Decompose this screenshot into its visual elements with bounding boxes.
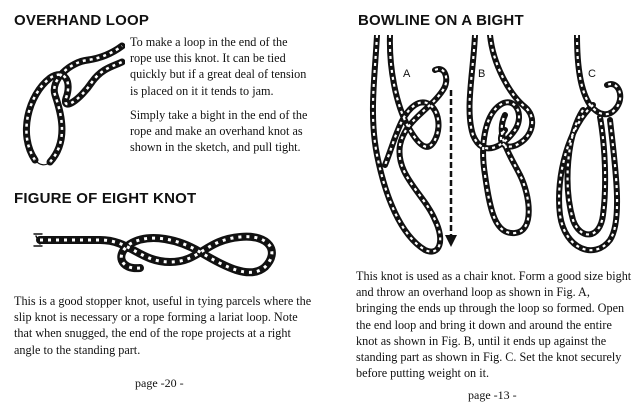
fig-b-knot bbox=[470, 35, 533, 233]
overhand-loop-illustration bbox=[10, 40, 125, 170]
left-page-number: page -20 - bbox=[135, 376, 184, 390]
figure-eight-heading: FIGURE OF EIGHT KNOT bbox=[14, 190, 197, 207]
overhand-loop-paragraph-1: To make a loop in the end of the rope use this knot. It can be tied quickly but if a great deal of tension is placed on it it tends to jam. bbox=[130, 35, 307, 98]
overhand-loop-paragraph-2: Simply take a bight in the end of the rope and make an overhand knot as shown in the sketch, and pull tight. bbox=[130, 108, 308, 155]
bowline-on-a-bight-paragraph: This knot is used as a chair knot. Form a good size bight and throw an overhand loop as shown in Fig. A, bringing the ends up through the loop so formed. Open the end loop and bring it down and around the entire knot as shown in Fig. B, until it ends up against the standing part as shown in Fig. C. Set the knot securely before putting weight on it. bbox=[356, 269, 632, 381]
fig-label-a: A bbox=[403, 68, 411, 80]
figure-eight-illustration bbox=[30, 222, 290, 282]
fig-label-b: B bbox=[478, 68, 486, 80]
fig-a-knot bbox=[373, 35, 457, 252]
figure-eight-paragraph: This is a good stopper knot, useful in tying parcels where the slip knot is necessary or a rope forming a lariat loop. Note that when snugged, the end of the rope projects at a right angle to the standing part. bbox=[14, 294, 312, 357]
overhand-loop-heading: OVERHAND LOOP bbox=[14, 12, 150, 29]
right-page-number: page -13 - bbox=[468, 388, 517, 402]
fig-label-c: C bbox=[588, 68, 596, 80]
bowline-on-a-bight-illustration bbox=[355, 35, 635, 265]
bowline-on-a-bight-heading: BOWLINE ON A BIGHT bbox=[358, 12, 524, 29]
